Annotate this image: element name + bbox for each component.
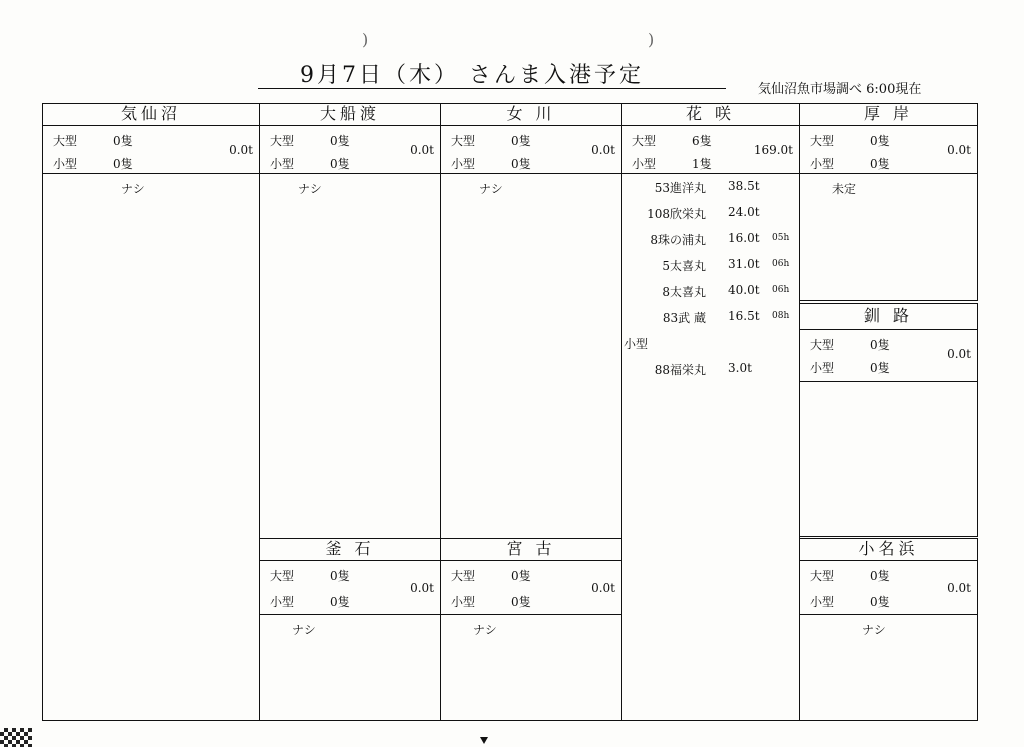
small-count: 0隻 bbox=[870, 361, 890, 375]
port-kushiro bbox=[799, 303, 978, 537]
small-count: 0隻 bbox=[870, 157, 890, 171]
small-label: 小型 bbox=[451, 157, 476, 171]
port-summary bbox=[800, 126, 977, 174]
port-name: 大船渡 bbox=[260, 104, 440, 126]
vessel-weight: 16.5t bbox=[728, 309, 760, 323]
small-count: 0隻 bbox=[113, 157, 133, 171]
port-name: 小名浜 bbox=[800, 539, 977, 561]
status-note: ナシ bbox=[479, 182, 503, 196]
port-summary bbox=[441, 126, 621, 174]
small-label: 小型 bbox=[451, 595, 476, 609]
port-onahama bbox=[799, 538, 978, 721]
small-section-label: 小型 bbox=[624, 337, 649, 351]
vessel-name: 8太喜丸 bbox=[662, 285, 706, 299]
port-name: 女 川 bbox=[441, 104, 621, 126]
small-count: 0隻 bbox=[511, 595, 531, 609]
total-tonnage: 0.0t bbox=[591, 581, 615, 595]
port-summary bbox=[800, 330, 977, 382]
port-name: 花 咲 bbox=[622, 104, 799, 126]
vessel-name: 83武 蔵 bbox=[662, 311, 706, 325]
port-onagawa bbox=[440, 103, 622, 539]
vessel-weight: 38.5t bbox=[728, 179, 760, 193]
port-akkeshi bbox=[799, 103, 978, 301]
vessel-weight: 3.0t bbox=[728, 361, 752, 375]
port-kamaishi bbox=[259, 538, 441, 721]
small-label: 小型 bbox=[810, 157, 835, 171]
scan-checker-mark bbox=[0, 728, 32, 747]
large-count: 0隻 bbox=[870, 338, 890, 352]
port-summary bbox=[622, 126, 799, 174]
total-tonnage: 0.0t bbox=[410, 143, 434, 157]
vessel-arrival-time: 06h bbox=[772, 285, 790, 295]
vessel-arrival-time: 05h bbox=[772, 233, 790, 243]
small-label: 小型 bbox=[270, 595, 295, 609]
time-note: 6:00現在 bbox=[866, 82, 922, 97]
small-label: 小型 bbox=[810, 595, 835, 609]
port-summary bbox=[800, 561, 977, 615]
status-note: ナシ bbox=[862, 623, 886, 637]
large-label: 大型 bbox=[270, 569, 295, 583]
large-count: 0隻 bbox=[330, 134, 350, 148]
small-label: 小型 bbox=[810, 361, 835, 375]
port-name: 気仙沼 bbox=[43, 104, 259, 126]
small-label: 小型 bbox=[270, 157, 295, 171]
vessel-name: 5太喜丸 bbox=[662, 259, 706, 273]
vessel-arrival-time: 08h bbox=[772, 311, 790, 321]
large-count: 0隻 bbox=[870, 134, 890, 148]
scan-arrow-mark bbox=[480, 737, 488, 744]
total-tonnage: 0.0t bbox=[947, 347, 971, 361]
status-note: ナシ bbox=[298, 182, 322, 196]
large-count: 0隻 bbox=[330, 569, 350, 583]
large-label: 大型 bbox=[451, 134, 476, 148]
total-tonnage: 0.0t bbox=[947, 143, 971, 157]
total-tonnage: 169.0t bbox=[753, 143, 793, 157]
vessel-name: 108欣栄丸 bbox=[647, 207, 706, 221]
large-count: 6隻 bbox=[692, 134, 712, 148]
small-label: 小型 bbox=[632, 157, 657, 171]
source-label: 気仙沼魚市場調べ bbox=[758, 82, 863, 97]
small-count: 0隻 bbox=[330, 157, 350, 171]
vessel-arrival-time: 06h bbox=[772, 259, 790, 269]
status-note: ナシ bbox=[292, 623, 316, 637]
port-summary bbox=[441, 561, 621, 615]
status-note: ナシ bbox=[473, 623, 497, 637]
total-tonnage: 0.0t bbox=[591, 143, 615, 157]
large-label: 大型 bbox=[451, 569, 476, 583]
port-miyako bbox=[440, 538, 622, 721]
port-summary bbox=[43, 126, 259, 174]
total-tonnage: 0.0t bbox=[229, 143, 253, 157]
vessel-name: 88福栄丸 bbox=[654, 363, 706, 377]
binder-hole-mark: ) bbox=[648, 30, 655, 49]
large-label: 大型 bbox=[270, 134, 295, 148]
large-label: 大型 bbox=[810, 338, 835, 352]
vessel-weight: 31.0t bbox=[728, 257, 760, 271]
large-count: 0隻 bbox=[113, 134, 133, 148]
vessel-name: 53進洋丸 bbox=[654, 181, 706, 195]
large-count: 0隻 bbox=[870, 569, 890, 583]
source-note bbox=[758, 78, 921, 97]
small-count: 0隻 bbox=[511, 157, 531, 171]
large-count: 0隻 bbox=[511, 569, 531, 583]
port-name: 厚 岸 bbox=[800, 104, 977, 126]
small-count: 1隻 bbox=[692, 157, 712, 171]
port-summary bbox=[260, 561, 440, 615]
vessel-weight: 40.0t bbox=[728, 283, 760, 297]
total-tonnage: 0.0t bbox=[410, 581, 434, 595]
port-hanasaki bbox=[621, 103, 800, 721]
port-ofunato bbox=[259, 103, 441, 539]
status-note: 未定 bbox=[832, 182, 857, 196]
port-summary bbox=[260, 126, 440, 174]
port-kesennuma bbox=[42, 103, 260, 721]
status-note: ナシ bbox=[121, 182, 145, 196]
port-name: 釜 石 bbox=[260, 539, 440, 561]
vessel-weight: 24.0t bbox=[728, 205, 760, 219]
large-count: 0隻 bbox=[511, 134, 531, 148]
small-label: 小型 bbox=[53, 157, 78, 171]
large-label: 大型 bbox=[810, 134, 835, 148]
small-count: 0隻 bbox=[330, 595, 350, 609]
page-title: 9月7日（木） さんま入港予定 bbox=[300, 63, 644, 88]
large-label: 大型 bbox=[632, 134, 657, 148]
vessel-name: 8珠の浦丸 bbox=[650, 233, 706, 247]
binder-hole-mark: ) bbox=[362, 30, 369, 49]
large-label: 大型 bbox=[53, 134, 78, 148]
total-tonnage: 0.0t bbox=[947, 581, 971, 595]
port-name: 宮 古 bbox=[441, 539, 621, 561]
large-label: 大型 bbox=[810, 569, 835, 583]
small-count: 0隻 bbox=[870, 595, 890, 609]
vessel-weight: 16.0t bbox=[728, 231, 760, 245]
title-underline bbox=[258, 88, 726, 89]
port-name: 釧 路 bbox=[800, 304, 977, 330]
